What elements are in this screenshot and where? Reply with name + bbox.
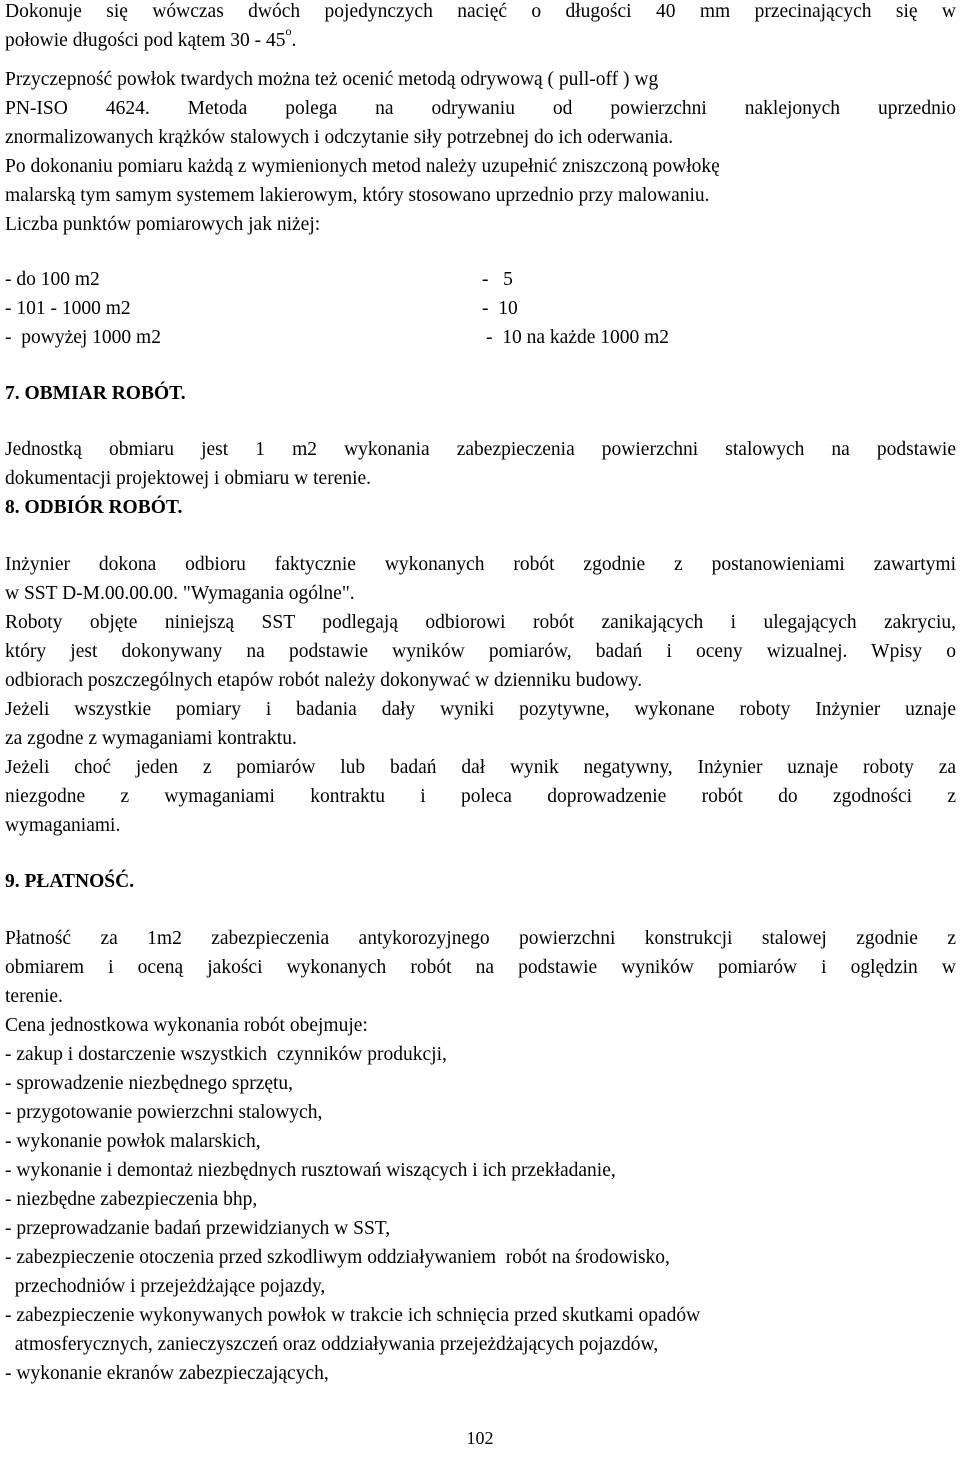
text-line: Jeżeli wszystkie pomiary i badania dały wyniki pozytywne, wykonane roboty Inżynier uznaje <box>5 699 956 720</box>
list-item: - wykonanie i demontaż niezbędnych rusztowań wiszących i ich przekładanie, <box>5 1160 616 1181</box>
section-heading: 9. PŁATNOŚĆ. <box>5 871 135 892</box>
text-line: Dokonuje się wówczas dwóch pojedynczych nacięć o długości 40 mm przecinających się w <box>5 1 956 22</box>
section-heading: 8. ODBIÓR ROBÓT. <box>5 497 183 518</box>
text-line: obmiarem i oceną jakości wykonanych robót na podstawie wyników pomiarów i oględzin w <box>5 957 956 978</box>
text-line: Cena jednostkowa wykonania robót obejmuje: <box>5 1015 368 1036</box>
text-line: który jest dokonywany na podstawie wyników pomiarów, badań i oceny wizualnej. Wpisy o <box>5 641 956 662</box>
list-item: - zabezpieczenie otoczenia przed szkodliwym oddziaływaniem robót na środowisko, <box>5 1247 670 1268</box>
text-line: niezgodne z wymaganiami kontraktu i poleca doprowadzenie robót do zgodności z <box>5 786 956 807</box>
section-heading: 7. OBMIAR ROBÓT. <box>5 383 186 404</box>
list-item: - sprowadzenie niezbędnego sprzętu, <box>5 1073 294 1094</box>
list-item: - niezbędne zabezpieczenia bhp, <box>5 1189 258 1210</box>
text-line: Liczba punktów pomiarowych jak niżej: <box>5 214 321 235</box>
text-line: Inżynier dokona odbioru faktycznie wykonanych robót zgodnie z postanowieniami zawartymi <box>5 554 956 575</box>
text-line: dokumentacji projektowej i obmiaru w terenie. <box>5 468 372 489</box>
text-line: terenie. <box>5 986 63 1007</box>
text-line: Roboty objęte niniejszą SST podlegają odbiorowi robót zanikających i ulegających zakryciu, <box>5 612 956 633</box>
list-item: - przeprowadzanie badań przewidzianych w SST, <box>5 1218 391 1239</box>
list-item: - zabezpieczenie wykonywanych powłok w trakcie ich schnięcia przed skutkami opadów <box>5 1305 701 1326</box>
text-line: w SST D-M.00.00.00. "Wymagania ogólne". <box>5 583 355 604</box>
list-item: - zakup i dostarczenie wszystkich czynników produkcji, <box>5 1044 447 1065</box>
text-line: Jeżeli choć jeden z pomiarów lub badań dał wynik negatywny, Inżynier uznaje roboty za <box>5 757 956 778</box>
text-line: odbiorach poszczególnych etapów robót należy dokonywać w dzienniku budowy. <box>5 670 643 691</box>
text-line: znormalizowanych krążków stalowych i odczytanie siły potrzebnej do ich oderwania. <box>5 127 674 148</box>
list-item: - przygotowanie powierzchni stalowych, <box>5 1102 323 1123</box>
list-item: - wykonanie powłok malarskich, <box>5 1131 261 1152</box>
text-line: Po dokonaniu pomiaru każdą z wymienionych metod należy uzupełnić zniszczoną powłokę <box>5 156 720 177</box>
points-count: - 10 na każde 1000 m2 <box>486 327 670 348</box>
text-line: malarską tym samym systemem lakierowym, który stosowano uprzednio przy malowaniu. <box>5 185 710 206</box>
text-line: PN-ISO 4624. Metoda polega na odrywaniu od powierzchni naklejonych uprzednio <box>5 98 956 119</box>
degree-superscript: o <box>285 24 292 38</box>
text-line: Płatność za 1m2 zabezpieczenia antykorozyjnego powierzchni konstrukcji stalowej zgodnie z <box>5 928 956 949</box>
area-range: - 101 - 1000 m2 <box>5 298 131 319</box>
text-line: Przyczepność powłok twardych można też ocenić metodą odrywową ( pull-off ) wg <box>5 69 659 90</box>
text-span: . <box>291 30 297 51</box>
text-line <box>5 24 297 57</box>
points-count: - 5 <box>482 269 513 290</box>
text-line: za zgodne z wymaganiami kontraktu. <box>5 728 297 749</box>
points-count: - 10 <box>482 298 518 319</box>
list-item: - wykonanie ekranów zabezpieczających, <box>5 1363 329 1384</box>
text-line: wymaganiami. <box>5 815 121 836</box>
text-span: połowie długości pod kątem 30 - 45 <box>5 30 286 51</box>
area-range: - do 100 m2 <box>5 269 100 290</box>
page-number: 102 <box>466 1428 494 1448</box>
area-range: - powyżej 1000 m2 <box>5 327 161 348</box>
list-item: przechodniów i przejeżdżające pojazdy, <box>5 1276 326 1297</box>
list-item: atmosferycznych, zanieczyszczeń oraz oddziaływania przejeżdżających pojazdów, <box>5 1334 659 1355</box>
text-line: Jednostką obmiaru jest 1 m2 wykonania zabezpieczenia powierzchni stalowych na podstawie <box>5 439 956 460</box>
